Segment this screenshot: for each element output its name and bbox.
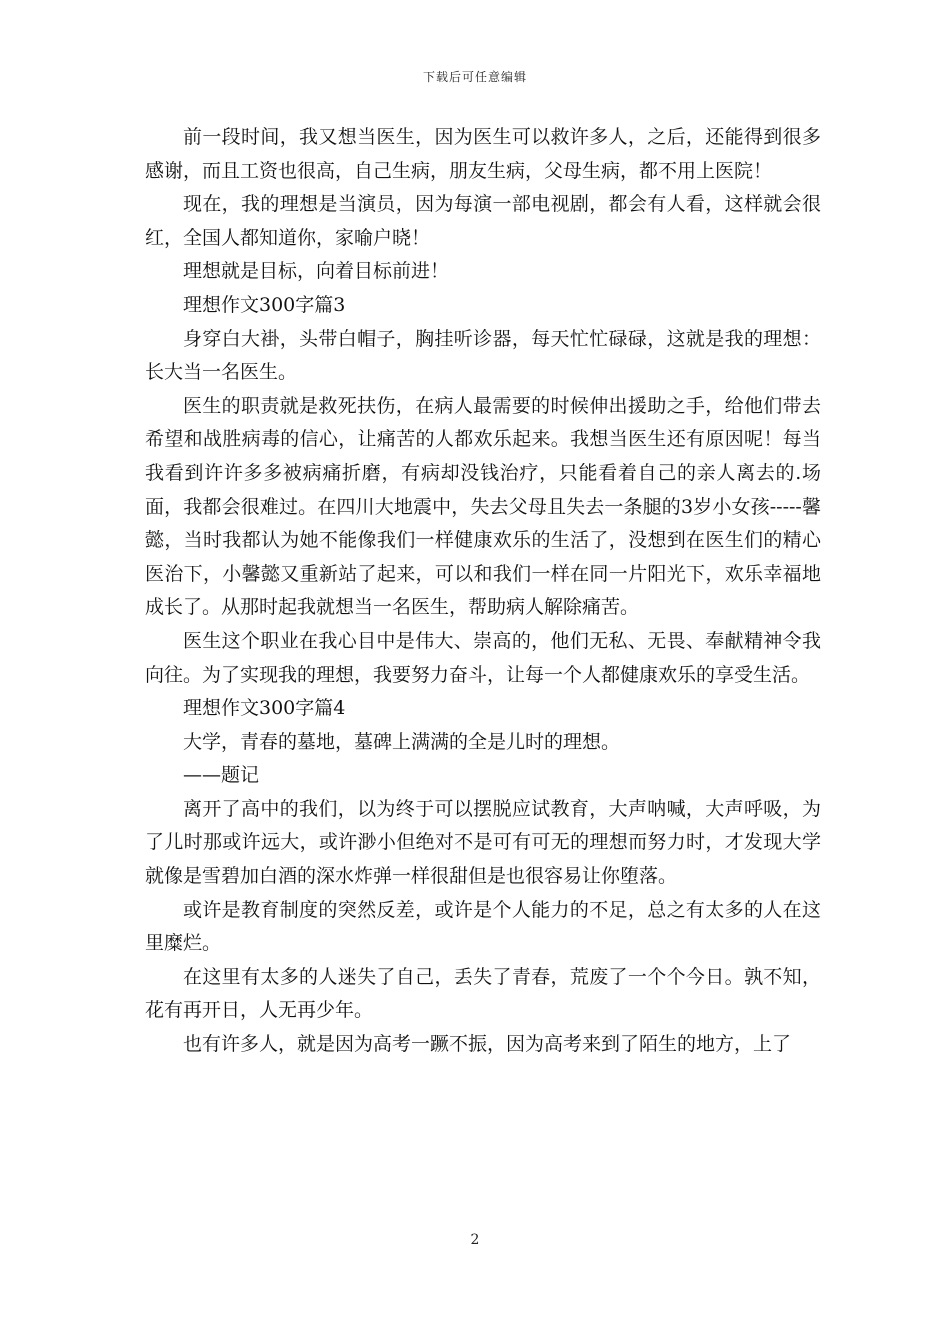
page-header: 下载后可任意编辑 <box>422 70 527 84</box>
paragraph: 现在，我的理想是当演员，因为每演一部电视剧，都会有人看，这样就会很红，全国人都知道你，家喻户晓！ <box>145 193 821 249</box>
page-number: 2 <box>470 1232 480 1248</box>
section-heading: 理想作文300字篇3 <box>183 293 346 316</box>
document-body <box>145 121 821 1062</box>
paragraph: 在这里有太多的人迷失了自己，丢失了青春，荒废了一个个今日。孰不知，花有再开日，人无再少年。 <box>145 965 821 1022</box>
paragraph: 大学，青春的墓地，墓碑上满满的全是儿时的理想。 <box>183 730 621 753</box>
section-heading: 理想作文300字篇4 <box>183 697 346 720</box>
paragraph: 离开了高中的我们，以为终于可以摆脱应试教育，大声呐喊，大声呼吸，为了儿时那或许远大，或许渺小但绝对不是可有可无的理想而努力时，才发现大学就像是雪碧加白酒的深水炸弹一样很甜但是也很容易让你堕落。 <box>145 797 821 888</box>
epigraph-attribution: ——题记 <box>183 764 260 787</box>
paragraph: 医生的职责就是救死扶伤，在病人最需要的时候伸出援助之手，给他们带去希望和战胜病毒的信心，让痛苦的人都欢乐起来。我想当医生还有原因呢！每当我看到许许多多被病痛折磨，有病却没钱治疗，只能看着自己的亲人离去的.场面，我都会很难过。在四川大地震中，失去父母且失去一条腿的3岁小女孩-----馨懿，当时我都认为她不能像我们一样健康欢乐的生活了，没想到在医生们的精心医治下，小馨懿又重新站了起来，可以和我们一样在同一片阳光下，欢乐幸福地成长了。从那时起我就想当一名医生，帮助病人解除痛苦。 <box>145 394 821 619</box>
paragraph: 理想就是目标，向着目标前进！ <box>183 260 450 283</box>
paragraph: 也有许多人，就是因为高考一蹶不振，因为高考来到了陌生的地方，上了 <box>183 1033 792 1056</box>
paragraph: 前一段时间，我又想当医生，因为医生可以救许多人，之后，还能得到很多感谢，而且工资也很高，自己生病，朋友生病，父母生病，都不用上医院！ <box>145 126 821 182</box>
paragraph: 医生这个职业在我心目中是伟大、崇高的，他们无私、无畏、奉献精神令我向往。为了实现我的理想，我要努力奋斗，让每一个人都健康欢乐的享受生活。 <box>145 629 821 686</box>
paragraph: 身穿白大褂，头带白帽子，胸挂听诊器，每天忙忙碌碌，这就是我的理想：长大当一名医生。 <box>145 327 821 384</box>
paragraph: 或许是教育制度的突然反差，或许是个人能力的不足，总之有太多的人在这里糜烂。 <box>145 898 821 955</box>
